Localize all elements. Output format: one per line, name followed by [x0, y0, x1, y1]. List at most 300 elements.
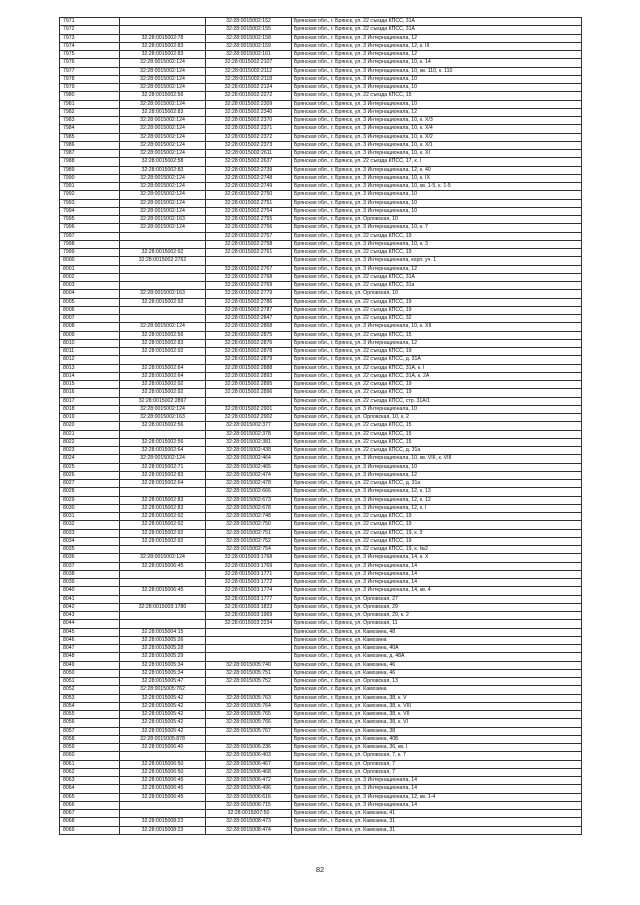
parcel-cadastral-cell: 32:28:0015002:92 — [120, 521, 206, 529]
object-cadastral-cell: 32:28:0015002:2878 — [206, 348, 292, 356]
row-number-cell: 8048 — [60, 653, 120, 661]
object-cadastral-cell: 32:28:0015002:2739 — [206, 166, 292, 174]
address-cell: Брянская обл., г. Брянск, ул. Орловская, 10, к. 2 — [292, 414, 582, 422]
parcel-cadastral-cell — [120, 26, 206, 34]
object-cadastral-cell: 32:28:0015002:2895 — [206, 381, 292, 389]
row-number-cell: 8031 — [60, 513, 120, 521]
address-cell: Брянская обл., г. Брянск, ул. 3 Интернационала, 12 — [292, 265, 582, 273]
parcel-cadastral-cell: 32:28:0015002:2897 — [120, 397, 206, 405]
object-cadastral-cell: 32:28:0015002:2309 — [206, 100, 292, 108]
table-row — [60, 42, 582, 50]
table-row — [60, 257, 582, 265]
parcel-cadastral-cell: 32:28:0015002:56 — [120, 92, 206, 100]
parcel-cadastral-cell: 32:28:0015002:64 — [120, 480, 206, 488]
address-cell: Брянская обл., г. Брянск, ул. 3 Интернационала, 12 — [292, 34, 582, 42]
object-cadastral-cell: 32:28:0015002:377 — [206, 422, 292, 430]
parcel-cadastral-cell: 32:28:0015002:124 — [120, 150, 206, 158]
object-cadastral-cell: 32:28:0015003:1777 — [206, 595, 292, 603]
address-cell: Брянская обл., г. Брянск, ул. 3 Интернационала, 10 — [292, 84, 582, 92]
parcel-cadastral-cell: 32:28:0015003:1780 — [120, 603, 206, 611]
address-cell: Брянская обл., г. Брянск, ул. Камозина, 38, к. VII — [292, 711, 582, 719]
address-cell: Брянская обл., г. Брянск, ул. 3 Интернационала, 10, к. Х/1 — [292, 141, 582, 149]
object-cadastral-cell: 32:28:0015002:2787 — [206, 306, 292, 314]
object-cadastral-cell: 32:28:0015002:752 — [206, 537, 292, 545]
address-cell: Брянская обл., г. Брянск, ул. 22 съезда КПСС, 15 — [292, 331, 582, 339]
table-row — [60, 249, 582, 257]
table-row — [60, 306, 582, 314]
object-cadastral-cell: 32:28:0015002:2768 — [206, 273, 292, 281]
parcel-cadastral-cell: 32:28:0015002:56 — [120, 331, 206, 339]
address-cell: Брянская обл., г. Брянск, ул. 3 Интернационала, 10, к. XII — [292, 323, 582, 331]
row-number-cell: 8037 — [60, 562, 120, 570]
object-cadastral-cell: 32:28:0015006:715 — [206, 801, 292, 809]
object-cadastral-cell: 32:28:0015003:1823 — [206, 603, 292, 611]
object-cadastral-cell: 32:28:0015002:2757 — [206, 232, 292, 240]
parcel-cadastral-cell: 32:28:0015002:83 — [120, 339, 206, 347]
table-row — [60, 570, 582, 578]
address-cell: Брянская обл., г. Брянск, ул. 22 съезда КПСС, 19 — [292, 298, 582, 306]
row-number-cell: 8018 — [60, 405, 120, 413]
table-row — [60, 686, 582, 694]
table-row — [60, 224, 582, 232]
row-number-cell: 8042 — [60, 603, 120, 611]
parcel-cadastral-cell — [120, 282, 206, 290]
parcel-cadastral-cell: 32:28:0015002:83 — [120, 51, 206, 59]
parcel-cadastral-cell: 32:28:0015006:50 — [120, 760, 206, 768]
object-cadastral-cell: 32:28:0015005:763 — [206, 694, 292, 702]
row-number-cell: 8043 — [60, 612, 120, 620]
address-cell: Брянская обл., г. Брянск, ул. Орловская, 10 — [292, 290, 582, 298]
row-number-cell: 8021 — [60, 430, 120, 438]
table-row — [60, 587, 582, 595]
parcel-cadastral-cell: 32:28:0015002:163 — [120, 216, 206, 224]
object-cadastral-cell: 32:28:0015005:752 — [206, 678, 292, 686]
row-number-cell: 7990 — [60, 174, 120, 182]
address-cell: Брянская обл., г. Брянск, ул. 3 Интернационала, 10 — [292, 207, 582, 215]
object-cadastral-cell: 32:28:0015002:2749 — [206, 183, 292, 191]
parcel-cadastral-cell: 32:28:0015002:92 — [120, 298, 206, 306]
table-row — [60, 801, 582, 809]
address-cell: Брянская обл., г. Брянск, ул. 3 Интернационала, 14, кв. 4 — [292, 587, 582, 595]
table-row — [60, 150, 582, 158]
table-row — [60, 513, 582, 521]
address-cell: Брянская обл., г. Брянск, ул. Камозина, д. 48А — [292, 653, 582, 661]
row-number-cell: 8028 — [60, 488, 120, 496]
parcel-cadastral-cell: 32:28:0015002:64 — [120, 447, 206, 455]
row-number-cell: 7977 — [60, 67, 120, 75]
object-cadastral-cell — [206, 735, 292, 743]
parcel-cadastral-cell: 32:28:0015002:58 — [120, 158, 206, 166]
address-cell: Брянская обл., г. Брянск, ул. 3 Интернационала, 12, к. 12 — [292, 496, 582, 504]
object-cadastral-cell: 32:28:0015002:438 — [206, 447, 292, 455]
table-row — [60, 125, 582, 133]
address-cell: Брянская обл., г. Брянск, ул. Камозина — [292, 686, 582, 694]
table-row — [60, 34, 582, 42]
object-cadastral-cell: 32:28:0015006:467 — [206, 760, 292, 768]
object-cadastral-cell: 32:28:0015002:2755 — [206, 216, 292, 224]
object-cadastral-cell: 32:28:0015002:2901 — [206, 405, 292, 413]
object-cadastral-cell: 32:28:0015003:1769 — [206, 562, 292, 570]
parcel-cadastral-cell: 32:28:0015002:83 — [120, 108, 206, 116]
address-cell: Брянская обл., г. Брянск, ул. 3 Интернационала, 10, к. 7 — [292, 224, 582, 232]
address-cell: Брянская обл., г. Брянск, ул. 22 съезда КПСС, 19 — [292, 381, 582, 389]
table-row — [60, 67, 582, 75]
table-row — [60, 108, 582, 116]
address-cell: Брянская обл., г. Брянск, ул. 3 Интернационала, 12 — [292, 51, 582, 59]
row-number-cell: 8020 — [60, 422, 120, 430]
address-cell: Брянская обл., г. Брянск, ул. 3 Интернационала, 12, к. I — [292, 504, 582, 512]
address-cell: Брянская обл., г. Брянск, ул. Камозина, 38, к. VIII — [292, 702, 582, 710]
parcel-cadastral-cell: 32:28:0015006:45 — [120, 777, 206, 785]
address-cell: Брянская обл., г. Брянск, ул. 3 Интернационала, 10, кв. 110, к. 110 — [292, 67, 582, 75]
row-number-cell: 8033 — [60, 529, 120, 537]
row-number-cell: 8068 — [60, 818, 120, 826]
parcel-cadastral-cell: 32:28:0015006:50 — [120, 768, 206, 776]
object-cadastral-cell: 32:28:0015003:1774 — [206, 587, 292, 595]
address-cell: Брянская обл., г. Брянск, ул. Орловская, 7 — [292, 760, 582, 768]
address-cell: Брянская обл., г. Брянск, ул. 3 Интернационала, 10, к. 14 — [292, 59, 582, 67]
table-row — [60, 405, 582, 413]
address-cell: Брянская обл., г. Брянск, ул. 22 съезда КПСС, 19 — [292, 232, 582, 240]
row-number-cell: 8029 — [60, 496, 120, 504]
table-row — [60, 810, 582, 818]
object-cadastral-cell: 32:28:0015002:2902 — [206, 414, 292, 422]
parcel-cadastral-cell: 32:28:0015002:124 — [120, 133, 206, 141]
table-row — [60, 711, 582, 719]
row-number-cell: 8001 — [60, 265, 120, 273]
object-cadastral-cell: 32:28:0015008:473 — [206, 818, 292, 826]
table-row — [60, 537, 582, 545]
row-number-cell: 8056 — [60, 719, 120, 727]
object-cadastral-cell: 32:28:0015007:50 — [206, 810, 292, 818]
table-row — [60, 75, 582, 83]
parcel-cadastral-cell: 32:28:0015002:83 — [120, 471, 206, 479]
object-cadastral-cell: 32:28:0015002:2340 — [206, 108, 292, 116]
row-number-cell: 8046 — [60, 636, 120, 644]
row-number-cell: 7979 — [60, 84, 120, 92]
object-cadastral-cell: 32:28:0015002:2847 — [206, 315, 292, 323]
address-cell: Брянская обл., г. Брянск, ул. Орловская, 27 — [292, 595, 582, 603]
row-number-cell: 7984 — [60, 125, 120, 133]
row-number-cell: 7989 — [60, 166, 120, 174]
row-number-cell: 8015 — [60, 381, 120, 389]
table-row — [60, 273, 582, 281]
table-row — [60, 232, 582, 240]
parcel-cadastral-cell: 32:28:0015002:92 — [120, 249, 206, 257]
address-cell: Брянская обл., г. Брянск, ул. Камозина, 38, к. VI — [292, 719, 582, 727]
address-cell: Брянская обл., г. Брянск, ул. 3 Интернационала, 12, к. 13 — [292, 488, 582, 496]
address-cell: Брянская обл., г. Брянск, ул. 3 Интернационала, 10 — [292, 405, 582, 413]
address-cell: Брянская обл., г. Брянск, ул. Камозина, 46 — [292, 669, 582, 677]
address-cell: Брянская обл., г. Брянск, ул. Камозина, 40Б — [292, 735, 582, 743]
object-cadastral-cell: 32:28:0015008:474 — [206, 826, 292, 834]
object-cadastral-cell: 32:28:0015002:2761 — [206, 249, 292, 257]
object-cadastral-cell: 32:28:0015006:616 — [206, 793, 292, 801]
table-row — [60, 620, 582, 628]
row-number-cell: 7982 — [60, 108, 120, 116]
parcel-cadastral-cell — [120, 430, 206, 438]
address-cell: Брянская обл., г. Брянск, ул. 22 съезда КПСС, 19 — [292, 513, 582, 521]
parcel-cadastral-cell — [120, 273, 206, 281]
object-cadastral-cell — [206, 628, 292, 636]
address-cell: Брянская обл., г. Брянск, ул. 3 Интернационала, 12, кв. 1-4 — [292, 793, 582, 801]
row-number-cell: 8002 — [60, 273, 120, 281]
parcel-cadastral-cell: 32:28:0015005:34 — [120, 661, 206, 669]
table-row — [60, 430, 582, 438]
parcel-cadastral-cell: 32:28:0015002:83 — [120, 504, 206, 512]
table-row — [60, 372, 582, 380]
address-cell: Брянская обл., г. Брянск, ул. 3 Интернационала, 14 — [292, 785, 582, 793]
object-cadastral-cell: 32:28:0015006:496 — [206, 785, 292, 793]
parcel-cadastral-cell: 32:28:0015002:2762 — [120, 257, 206, 265]
object-cadastral-cell: 32:28:0015002:2868 — [206, 323, 292, 331]
parcel-cadastral-cell: 32:28:0015002:124 — [120, 67, 206, 75]
address-cell: Брянская обл., г. Брянск, ул. Камозина, 41 — [292, 810, 582, 818]
table-row — [60, 678, 582, 686]
address-cell: Брянская обл., г. Брянск, ул. 3 Интернационала, 10, кв. 1-5, к. 1-5 — [292, 183, 582, 191]
object-cadastral-cell: 32:28:0015002:2370 — [206, 117, 292, 125]
parcel-cadastral-cell: 32:28:0015002:124 — [120, 224, 206, 232]
table-row — [60, 100, 582, 108]
row-number-cell: 7994 — [60, 207, 120, 215]
parcel-cadastral-cell: 32:28:0015002:124 — [120, 174, 206, 182]
row-number-cell: 8035 — [60, 546, 120, 554]
parcel-cadastral-cell — [120, 752, 206, 760]
address-cell: Брянская обл., г. Брянск, ул. 3 Интернационала, 10, к. 3 — [292, 240, 582, 248]
parcel-cadastral-cell: 32:28:0015002:83 — [120, 496, 206, 504]
object-cadastral-cell: 32:28:0015002:2769 — [206, 282, 292, 290]
object-cadastral-cell: 32:28:0015002:378 — [206, 430, 292, 438]
row-number-cell: 8004 — [60, 290, 120, 298]
address-cell: Брянская обл., г. Брянск, ул. 3 Интернационала, 12 — [292, 108, 582, 116]
row-number-cell: 8027 — [60, 480, 120, 488]
address-cell: Брянская обл., г. Брянск, ул. 3 Интернационала, 10 — [292, 199, 582, 207]
parcel-cadastral-cell: 32:28:0015002:124 — [120, 117, 206, 125]
row-number-cell: 7975 — [60, 51, 120, 59]
table-row — [60, 298, 582, 306]
address-cell: Брянская обл., г. Брянск, ул. 22 съезда КПСС, 31А, к. I — [292, 364, 582, 372]
table-row — [60, 447, 582, 455]
address-cell: Брянская обл., г. Брянск, ул. Камозина, 31 — [292, 818, 582, 826]
table-row — [60, 414, 582, 422]
parcel-cadastral-cell: 32:28:0015005:26 — [120, 636, 206, 644]
object-cadastral-cell: 32:28:0015002:2786 — [206, 298, 292, 306]
parcel-cadastral-cell: 32:28:0015002:124 — [120, 405, 206, 413]
parcel-cadastral-cell — [120, 315, 206, 323]
object-cadastral-cell: 32:28:0015003:1969 — [206, 612, 292, 620]
row-number-cell: 7985 — [60, 133, 120, 141]
object-cadastral-cell: 32:28:0015002:158 — [206, 34, 292, 42]
row-number-cell: 8040 — [60, 587, 120, 595]
page-number: 82 — [315, 865, 325, 874]
parcel-cadastral-cell: 32:28:0015002:124 — [120, 84, 206, 92]
row-number-cell: 8065 — [60, 793, 120, 801]
table-row — [60, 84, 582, 92]
parcel-cadastral-cell: 32:28:0015002:92 — [120, 529, 206, 537]
table-row — [60, 348, 582, 356]
object-cadastral-cell: 32:28:0015002:2272 — [206, 92, 292, 100]
object-cadastral-cell: 32:28:0015002:2118 — [206, 75, 292, 83]
address-cell: Брянская обл., г. Брянск, ул. 22 съезда КПСС, 31а — [292, 282, 582, 290]
table-row — [60, 818, 582, 826]
table-row — [60, 579, 582, 587]
table-row — [60, 323, 582, 331]
parcel-cadastral-cell: 32:28:0015005:878 — [120, 735, 206, 743]
row-number-cell: 8023 — [60, 447, 120, 455]
object-cadastral-cell: 32:28:0015006:236 — [206, 744, 292, 752]
object-cadastral-cell: 32:28:0015002:2373 — [206, 141, 292, 149]
address-cell: Брянская обл., г. Брянск, ул. 3 Интернационала, 10, к. Х/3 — [292, 117, 582, 125]
object-cadastral-cell: 32:28:0015002:2107 — [206, 59, 292, 67]
parcel-cadastral-cell: 32:28:0015002:124 — [120, 75, 206, 83]
parcel-cadastral-cell: 32:28:0015006:40 — [120, 744, 206, 752]
table-row — [60, 92, 582, 100]
object-cadastral-cell: 32:28:0015002:465 — [206, 463, 292, 471]
table-row — [60, 702, 582, 710]
row-number-cell: 8008 — [60, 323, 120, 331]
address-cell: Брянская обл., г. Брянск, ул. 3 Интернационала, 14 — [292, 801, 582, 809]
table-row — [60, 381, 582, 389]
parcel-cadastral-cell: 32:28:0015002:163 — [120, 290, 206, 298]
table-row — [60, 529, 582, 537]
table-row — [60, 661, 582, 669]
address-cell: Брянская обл., г. Брянск, ул. Орловская, 7 — [292, 768, 582, 776]
address-cell: Брянская обл., г. Брянск, ул. 22 съезда КПСС, 31А, к. 2А — [292, 372, 582, 380]
address-cell: Брянская обл., г. Брянск, ул. 22 съезда КПСС, 19, к. 3 — [292, 529, 582, 537]
parcel-cadastral-cell — [120, 356, 206, 364]
object-cadastral-cell: 32:28:0015002:478 — [206, 480, 292, 488]
object-cadastral-cell: 32:28:0015002:2637 — [206, 158, 292, 166]
table-row — [60, 719, 582, 727]
address-cell: Брянская обл., г. Брянск, ул. Камозина, 31 — [292, 826, 582, 834]
row-number-cell: 8047 — [60, 645, 120, 653]
table-row — [60, 480, 582, 488]
parcel-cadastral-cell: 32:28:0015005:34 — [120, 669, 206, 677]
row-number-cell: 8013 — [60, 364, 120, 372]
row-number-cell: 8003 — [60, 282, 120, 290]
address-cell: Брянская обл., г. Брянск, ул. 22 съезда КПСС, стр. 31А/1 — [292, 397, 582, 405]
table-row — [60, 768, 582, 776]
parcel-cadastral-cell: 32:28:0015006:45 — [120, 785, 206, 793]
parcel-cadastral-cell — [120, 265, 206, 273]
parcel-cadastral-cell: 32:28:0015004:15 — [120, 628, 206, 636]
address-cell: Брянская обл., г. Брянск, ул. 3 Интернационала, 12, к. 40 — [292, 166, 582, 174]
object-cadastral-cell: 32:28:0015002:2888 — [206, 364, 292, 372]
row-number-cell: 8032 — [60, 521, 120, 529]
address-cell: Брянская обл., г. Брянск, ул. Камозина, 40А — [292, 645, 582, 653]
table-row — [60, 496, 582, 504]
table-row — [60, 397, 582, 405]
address-cell: Брянская обл., г. Брянск, ул. 22 съезда КПСС, д. 31А — [292, 356, 582, 364]
table-row — [60, 141, 582, 149]
object-cadastral-cell: 32:28:0015002:2371 — [206, 125, 292, 133]
table-row — [60, 18, 582, 26]
row-number-cell: 8057 — [60, 727, 120, 735]
row-number-cell: 8066 — [60, 801, 120, 809]
address-cell: Брянская обл., г. Брянск, ул. Орловская, 7, к. 7 — [292, 752, 582, 760]
object-cadastral-cell: 32:28:0015002:673 — [206, 496, 292, 504]
address-cell: Брянская обл., г. Брянск, ул. Камозина, 38 — [292, 727, 582, 735]
table-row — [60, 59, 582, 67]
parcel-cadastral-cell: 32:28:0015002:92 — [120, 389, 206, 397]
object-cadastral-cell: 32:28:0015002:751 — [206, 529, 292, 537]
table-row — [60, 752, 582, 760]
address-cell: Брянская обл., г. Брянск, ул. 3 Интернационала, 14 — [292, 777, 582, 785]
row-number-cell: 8053 — [60, 694, 120, 702]
address-cell: Брянская обл., г. Брянск, ул. Орловская, 29 — [292, 603, 582, 611]
address-cell: Брянская обл., г. Брянск, ул. Орловская, 29, к. 2 — [292, 612, 582, 620]
parcel-cadastral-cell: 32:28:0015005:29 — [120, 653, 206, 661]
row-number-cell: 8054 — [60, 702, 120, 710]
address-cell: Брянская обл., г. Брянск, ул. 22 съезда КПСС, 32 — [292, 315, 582, 323]
parcel-cadastral-cell: 32:28:0015002:92 — [120, 537, 206, 545]
parcel-cadastral-cell — [120, 595, 206, 603]
table-row — [60, 339, 582, 347]
parcel-cadastral-cell: 32:28:0015005:762 — [120, 686, 206, 694]
parcel-cadastral-cell — [120, 232, 206, 240]
table-row — [60, 282, 582, 290]
row-number-cell: 8017 — [60, 397, 120, 405]
table-row — [60, 438, 582, 446]
row-number-cell: 8041 — [60, 595, 120, 603]
row-number-cell: 8022 — [60, 438, 120, 446]
row-number-cell: 7973 — [60, 34, 120, 42]
table-row — [60, 760, 582, 768]
address-cell: Брянская обл., г. Брянск, ул. Орловская, 13 — [292, 678, 582, 686]
table-row — [60, 727, 582, 735]
address-cell: Брянская обл., г. Брянск, ул. 3 Интернационала, 14 — [292, 570, 582, 578]
row-number-cell: 8005 — [60, 298, 120, 306]
table-row — [60, 265, 582, 273]
table-row — [60, 636, 582, 644]
object-cadastral-cell: 32:28:0015002:152 — [206, 18, 292, 26]
table-row — [60, 488, 582, 496]
row-number-cell: 8026 — [60, 471, 120, 479]
address-cell: Брянская обл., г. Брянск, ул. 22 съезда КПСС, 15 — [292, 430, 582, 438]
address-cell: Брянская обл., г. Брянск, ул. 3 Интернационала, 10 — [292, 463, 582, 471]
parcel-cadastral-cell: 32:28:0015005:47 — [120, 678, 206, 686]
row-number-cell: 8039 — [60, 579, 120, 587]
table-row — [60, 455, 582, 463]
row-number-cell: 7997 — [60, 232, 120, 240]
row-number-cell: 7974 — [60, 42, 120, 50]
parcel-cadastral-cell: 32:28:0015002:124 — [120, 59, 206, 67]
row-number-cell: 8062 — [60, 768, 120, 776]
object-cadastral-cell — [206, 686, 292, 694]
object-cadastral-cell: 32:28:0015002:666 — [206, 488, 292, 496]
object-cadastral-cell: 32:28:0015002:2875 — [206, 331, 292, 339]
table-row — [60, 653, 582, 661]
address-cell: Брянская обл., г. Брянск, ул. Камозина, 46 — [292, 661, 582, 669]
address-cell: Брянская обл., г. Брянск, ул. 22 съезда КПСС, 31А — [292, 26, 582, 34]
object-cadastral-cell: 32:28:0015002:2124 — [206, 84, 292, 92]
row-number-cell: 8010 — [60, 339, 120, 347]
table-row — [60, 826, 582, 834]
object-cadastral-cell: 32:28:0015003:2234 — [206, 620, 292, 628]
parcel-cadastral-cell: 32:28:0015002:124 — [120, 125, 206, 133]
object-cadastral-cell: 32:28:0015002:155 — [206, 26, 292, 34]
address-cell: Брянская обл., г. Брянск, ул. 22 съезда КПСС, д. 31а — [292, 447, 582, 455]
table-row — [60, 191, 582, 199]
table-row — [60, 315, 582, 323]
object-cadastral-cell: 32:28:0015002:2893 — [206, 372, 292, 380]
parcel-cadastral-cell: 32:28:0015006:45 — [120, 793, 206, 801]
object-cadastral-cell — [206, 257, 292, 265]
row-number-cell: 8038 — [60, 570, 120, 578]
table-row — [60, 166, 582, 174]
parcel-cadastral-cell: 32:28:0015002:124 — [120, 141, 206, 149]
address-cell: Брянская обл., г. Брянск, ул. 3 Интернационала, 10, кв. VIII, к. VIII — [292, 455, 582, 463]
